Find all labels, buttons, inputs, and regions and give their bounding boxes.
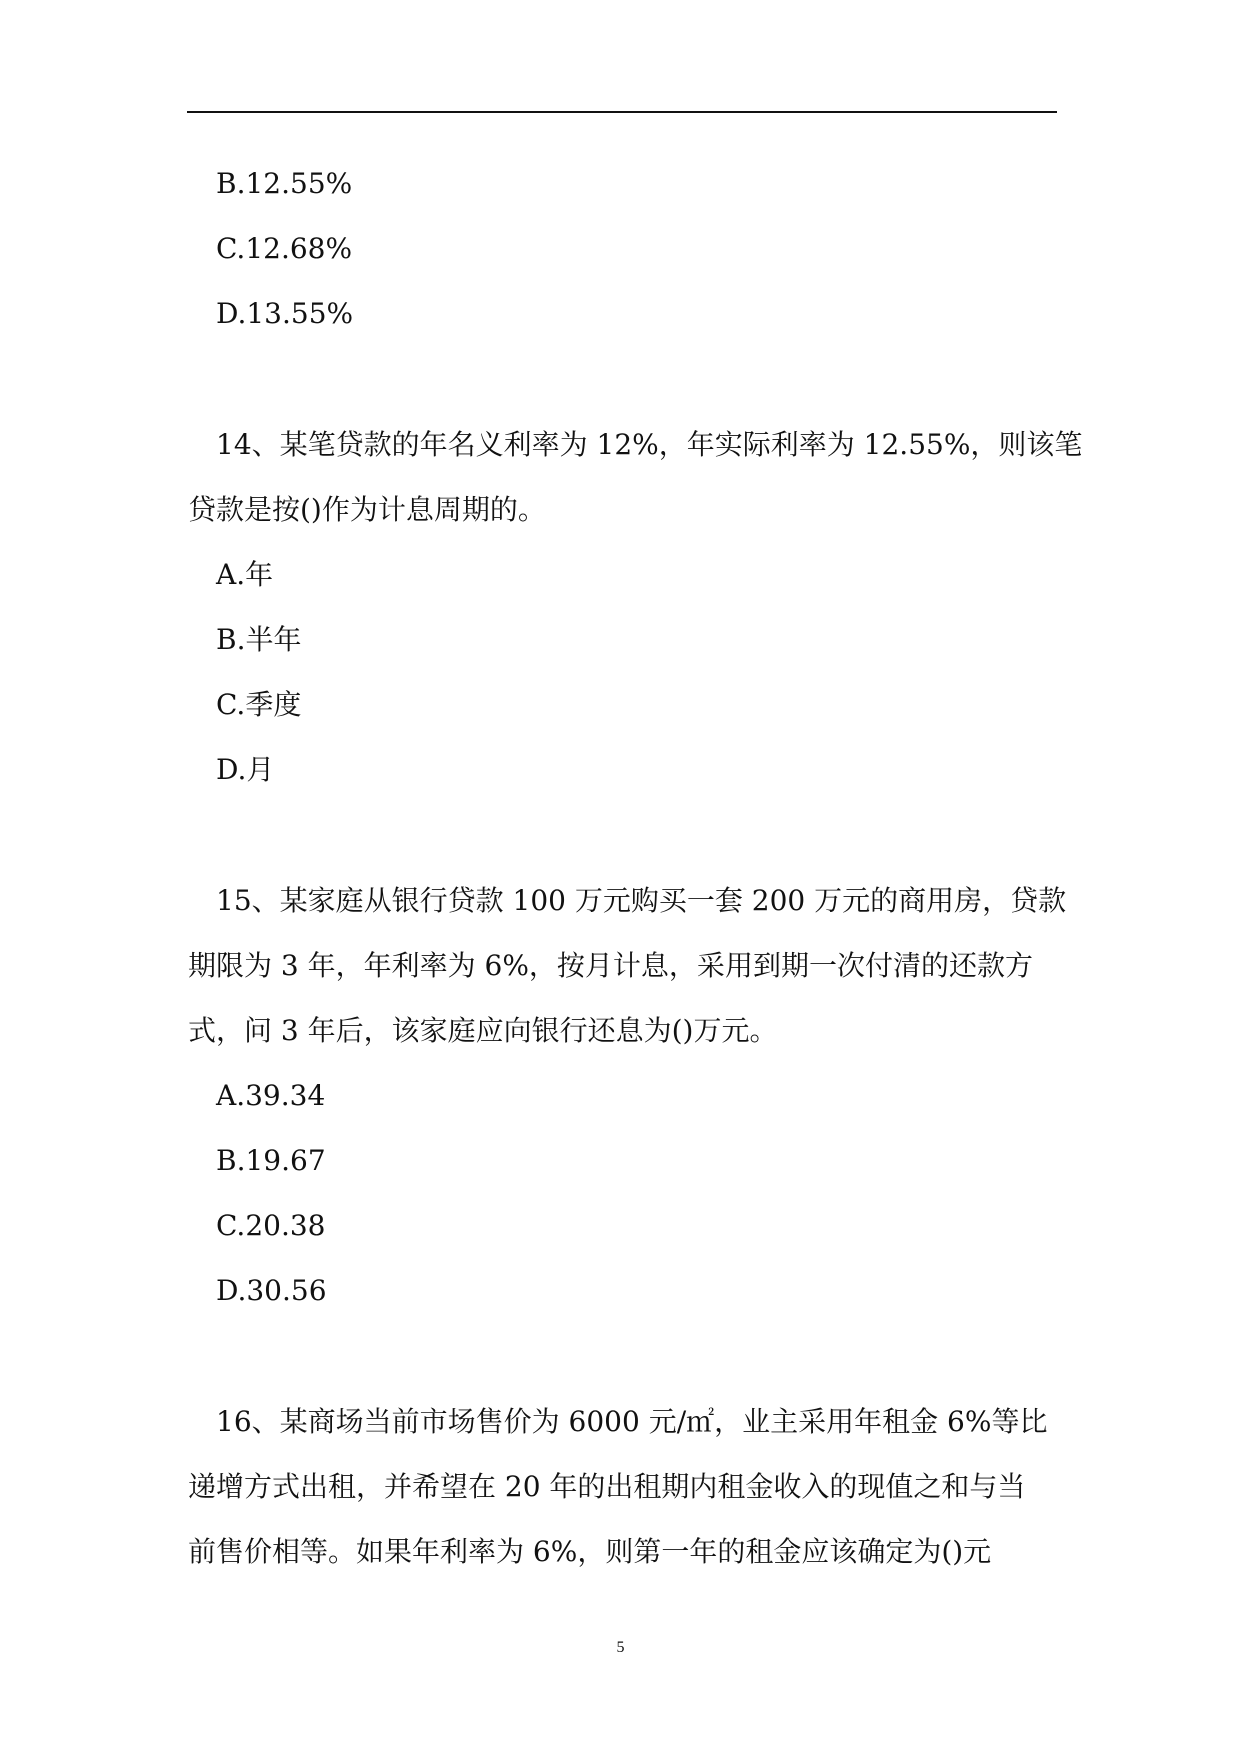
q14-stem-line-2: 贷款是按()作为计息周期的。 — [188, 493, 546, 526]
q15-stem-line-3: 式，问 3 年后，该家庭应向银行还息为()万元。 — [188, 1014, 778, 1047]
q14-option-d: D.月 — [216, 753, 275, 786]
q15-option-a: A.39.34 — [216, 1079, 326, 1112]
q15-option-c: C.20.38 — [216, 1209, 326, 1242]
q13-option-b: B.12.55% — [216, 167, 353, 200]
q15-option-d: D.30.56 — [216, 1274, 327, 1307]
q15-stem-line-1: 15、某家庭从银行贷款 100 万元购买一套 200 万元的商用房，贷款 — [216, 884, 1067, 917]
q13-option-c: C.12.68% — [216, 232, 353, 265]
q14-option-a: A.年 — [216, 558, 274, 591]
q14-stem-line-1: 14、某笔贷款的年名义利率为 12%，年实际利率为 12.55%，则该笔 — [216, 428, 1083, 461]
q16-stem-line-2: 递增方式出租，并希望在 20 年的出租期内租金收入的现值之和与当 — [188, 1470, 1026, 1503]
q15-stem-line-2: 期限为 3 年，年利率为 6%，按月计息，采用到期一次付清的还款方 — [188, 949, 1033, 982]
q14-option-b: B.半年 — [216, 623, 302, 656]
header-rule — [187, 111, 1057, 113]
q16-stem-line-1: 16、某商场当前市场售价为 6000 元/㎡，业主采用年租金 6%等比 — [216, 1405, 1048, 1438]
page-number: 5 — [616, 1639, 625, 1656]
q16-stem-line-3: 前售价相等。如果年利率为 6%，则第一年的租金应该确定为()元 — [188, 1535, 992, 1568]
q14-option-c: C.季度 — [216, 688, 302, 721]
q13-option-d: D.13.55% — [216, 297, 354, 330]
q15-option-b: B.19.67 — [216, 1144, 326, 1177]
